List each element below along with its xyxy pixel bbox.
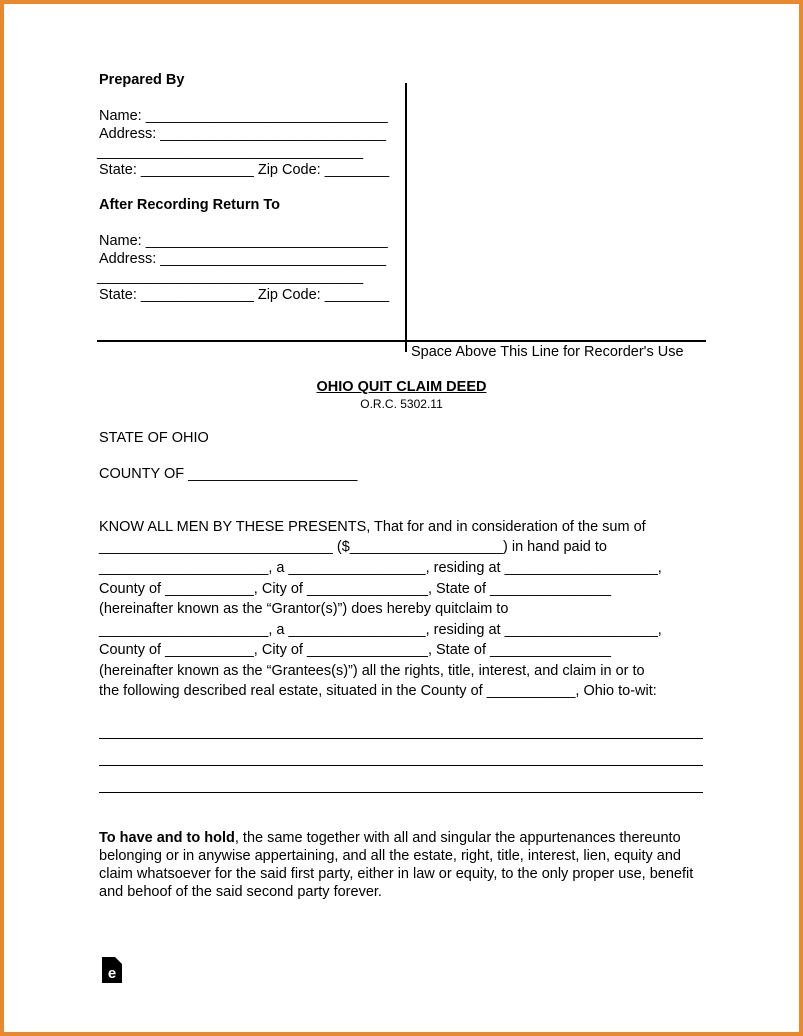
recorder-vertical-divider bbox=[405, 83, 407, 352]
recorder-note: Space Above This Line for Recorder's Use bbox=[411, 344, 684, 360]
return-to-heading: After Recording Return To bbox=[99, 197, 280, 213]
legal-description-line[interactable] bbox=[99, 738, 703, 739]
recorder-horizontal-divider bbox=[97, 340, 706, 342]
consideration-field[interactable]: _____________________________ ($___________________) in hand paid to bbox=[99, 539, 607, 555]
habendum-lead: To have and to hold bbox=[99, 830, 235, 846]
eforms-logo-icon bbox=[102, 957, 122, 983]
return-address-field[interactable]: Address: ____________________________ bbox=[99, 251, 387, 267]
prepared-address-field[interactable]: Address: ____________________________ bbox=[99, 126, 387, 142]
county-field[interactable]: COUNTY OF _____________________ bbox=[99, 466, 358, 482]
return-name-field[interactable]: Name: ______________________________ bbox=[99, 233, 388, 249]
state-label: STATE OF OHIO bbox=[99, 430, 209, 446]
logo-glyph: e bbox=[107, 965, 117, 982]
habendum-paragraph bbox=[99, 829, 699, 901]
grantor-location-field[interactable]: County of ___________, City of _______________, State of _______________ bbox=[99, 581, 611, 597]
legal-description-line[interactable] bbox=[99, 765, 703, 766]
prepared-name-field[interactable]: Name: ______________________________ bbox=[99, 108, 388, 124]
prepared-address-line2[interactable]: _________________________________ bbox=[97, 144, 364, 160]
deed-title: OHIO QUIT CLAIM DEED bbox=[316, 379, 487, 395]
return-state-zip-field[interactable]: State: ______________ Zip Code: ________ bbox=[99, 287, 390, 303]
return-address-line2[interactable]: _________________________________ bbox=[97, 269, 364, 285]
body-line: (hereinafter known as the “Grantees(s)”) all the rights, title, interest, and claim in or to bbox=[99, 663, 645, 679]
habendum-text: , the same together with all and singular the appurtenances thereunto belonging or in anywise appertaining, and all the estate, right, title, interest, lien, equity and claim whatsoever for the said first party, either in law or equity, to the only proper use, benefit and behoof of the said second party forever. bbox=[99, 830, 694, 900]
deed-statute: O.R.C. 5302.11 bbox=[360, 397, 443, 411]
grantee-location-field[interactable]: County of ___________, City of _______________, State of _______________ bbox=[99, 642, 611, 658]
legal-description-line[interactable] bbox=[99, 792, 703, 793]
grantee-name-field[interactable]: _____________________, a _________________, residing at ___________________, bbox=[99, 622, 662, 638]
grantor-name-field[interactable]: _____________________, a _________________, residing at ___________________, bbox=[99, 560, 662, 576]
prepared-by-heading: Prepared By bbox=[99, 72, 185, 88]
body-line: KNOW ALL MEN BY THESE PRESENTS, That for and in consideration of the sum of bbox=[99, 519, 646, 535]
body-line: (hereinafter known as the “Grantor(s)”) does hereby quitclaim to bbox=[99, 601, 509, 617]
prepared-state-zip-field[interactable]: State: ______________ Zip Code: ________ bbox=[99, 162, 390, 178]
property-county-field[interactable]: the following described real estate, situated in the County of ___________, Ohio to-wit: bbox=[99, 683, 657, 699]
